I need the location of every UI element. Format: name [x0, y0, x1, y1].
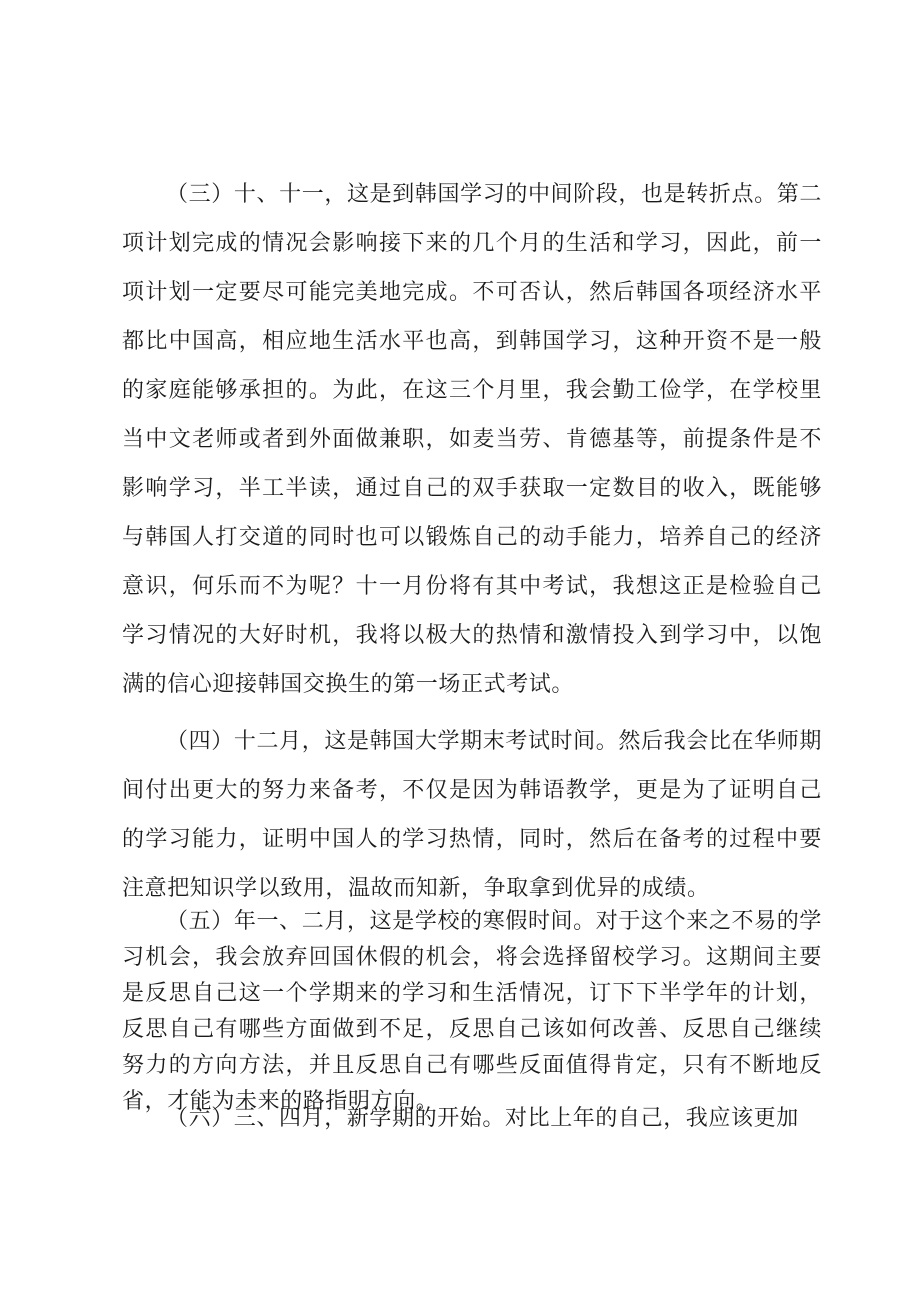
paragraph-6: （六）三、四月，新学期的开始。对比上年的自己，我应该更加: [166, 1106, 799, 1131]
paragraph-5: （五）年一、二月，这是学校的寒假时间。对于这个来之不易的学习机会，我会放弃回国休假的机会，将会选择留校学习。这期间主要是反思自己这一个学期来的学习和生活情况，订下下半学年的计划，反思自己有哪些方面做到不足，反思自己该如何改善、反思自己继续努力的方向方法，并且反思自己有哪些反面值得肯定，只有不断地反省，才能为未来的路指明方向。: [122, 909, 822, 1114]
paragraph-4: （四）十二月，这是韩国大学期末考试时间。然后我会比在华师期间付出更大的努力来备考，不仅是因为韩语教学，更是为了证明自己的学习能力，证明中国人的学习热情，同时，然后在备考的过程中要注意把知识学以致用，温故而知新，争取拿到优异的成绩。: [122, 729, 822, 901]
paragraph-3: （三）十、十一，这是到韩国学习的中间阶段，也是转折点。第二项计划完成的情况会影响接下来的几个月的生活和学习，因此，前一项计划一定要尽可能完美地完成。不可否认，然后韩国各项经济水平都比中国高，相应地生活水平也高，到韩国学习，这种开资不是一般的家庭能够承担的。为此，在这三个月里，我会勤工俭学，在学校里当中文老师或者到外面做兼职，如麦当劳、肯德基等，前提条件是不影响学习，半工半读，通过自己的双手获取一定数目的收入，既能够与韩国人打交道的同时也可以锻炼自己的动手能力，培养自己的经济意识，何乐而不为呢？十一月份将有其中考试，我想这正是检验自己学习情况的大好时机，我将以极大的热情和激情投入到学习中，以饱满的信心迎接韩国交换生的第一场正式考试。: [122, 182, 822, 697]
